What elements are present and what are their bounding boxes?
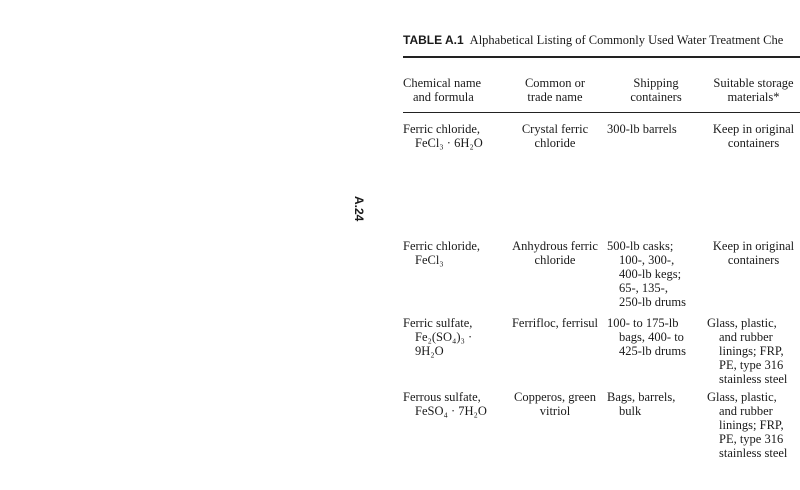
header-storage: Suitable storage materials* — [713, 76, 794, 104]
table-row-1-storage: Keep in original containers — [712, 239, 795, 267]
top-rule — [403, 56, 800, 58]
header-chemical-name: Chemical name and formula — [403, 76, 482, 104]
header-trade-name: Common or trade name — [524, 76, 586, 104]
header-rule — [403, 112, 800, 113]
table-row-3-shipping: Bags, barrels, bulk — [607, 390, 676, 418]
page-number: A.24 — [352, 196, 366, 222]
table-row-0-storage: Keep in original containers — [712, 122, 795, 150]
table-row-1-shipping: 500-lb casks; 100-, 300-, 400-lb kegs; 65-, 135-, 250-lb drums — [607, 239, 687, 309]
table-row-3-storage: Glass, plastic, and rubber linings; FRP, PE, type 316 stainless steel — [707, 390, 788, 460]
table-row-3-trade: Copperos, green vitriol — [514, 390, 596, 418]
table-row-2-shipping: 100- to 175-lb bags, 400- to 425-lb drums — [607, 316, 687, 358]
table-row-1-trade: Anhydrous ferric chloride — [512, 239, 598, 267]
table-row-3-name: Ferrous sulfate, FeSO₄ · 7H₂O — [403, 390, 487, 418]
table-row-2-storage: Glass, plastic, and rubber linings; FRP, PE, type 316 stainless steel — [707, 316, 788, 386]
header-shipping: Shipping containers — [630, 76, 682, 104]
table-row-0-trade: Crystal ferric chloride — [521, 122, 589, 150]
table-row-2-trade: Ferrifloc, ferrisul — [511, 316, 599, 330]
table-title — [403, 33, 783, 48]
table-row-1-name: Ferric chloride, FeCl₃ — [403, 239, 481, 267]
table-row-0-name: Ferric chloride, FeCl₃ · 6H₂O — [403, 122, 483, 150]
table-row-0-shipping: 300-lb barrels — [607, 122, 677, 136]
table-row-2-name: Ferric sulfate, Fe₂(SO₄)₃ · 9H₂O — [403, 316, 473, 358]
table-label: TABLE A.1 — [403, 33, 464, 47]
table-caption: Alphabetical Listing of Commonly Used Water Treatment Che — [469, 33, 784, 47]
